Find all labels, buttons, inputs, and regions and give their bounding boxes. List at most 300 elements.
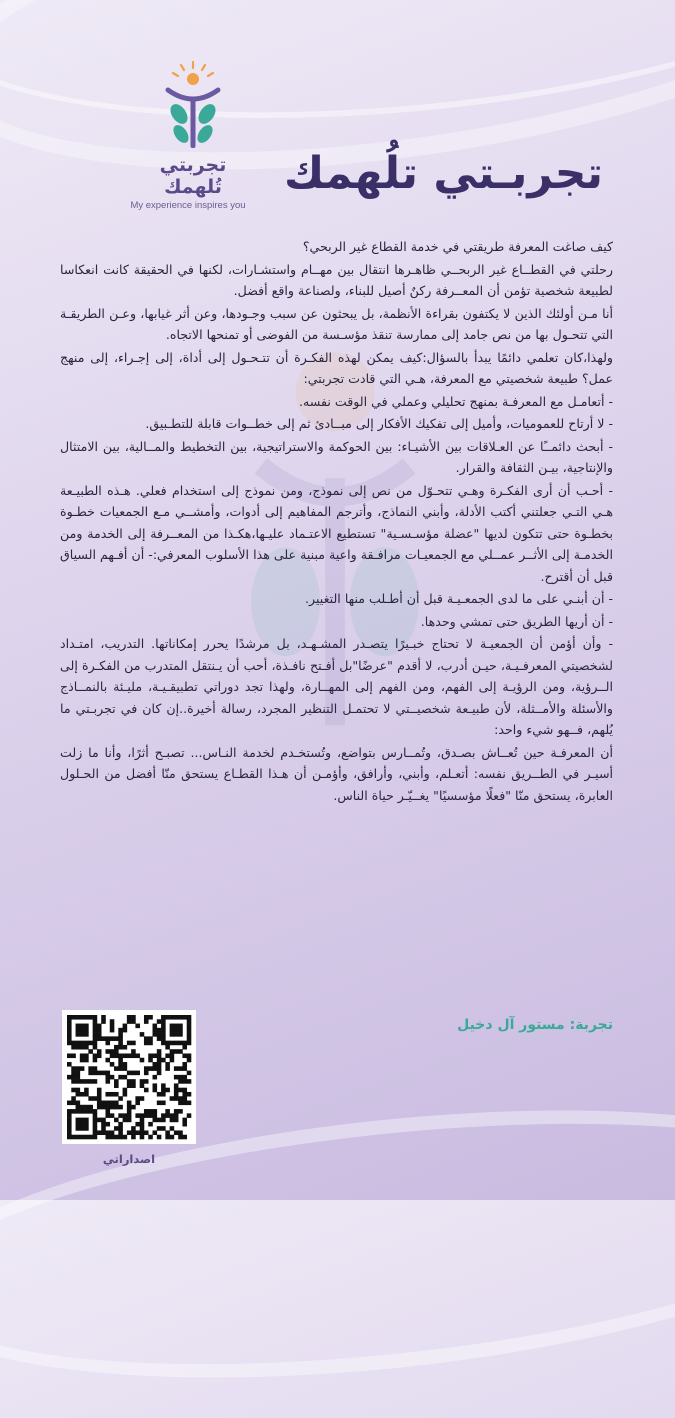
qr-module [187, 1036, 192, 1041]
qr-module [144, 1130, 149, 1135]
qr-module [174, 1118, 179, 1123]
qr-module [140, 1135, 145, 1140]
qr-module [123, 1028, 128, 1033]
qr-module [182, 1118, 187, 1123]
qr-module [97, 1088, 102, 1093]
qr-module [187, 1079, 192, 1084]
qr-module [71, 1135, 76, 1140]
qr-module [153, 1066, 158, 1071]
qr-module [127, 1015, 132, 1020]
qr-module [148, 1066, 153, 1071]
qr-module [131, 1049, 136, 1054]
qr-module [88, 1049, 93, 1054]
qr-module [67, 1130, 72, 1135]
qr-module [88, 1135, 93, 1140]
qr-module [76, 1024, 81, 1029]
qr-module [105, 1109, 110, 1114]
qr-module [93, 1066, 98, 1071]
qr-module [127, 1101, 132, 1106]
qr-module [93, 1015, 98, 1020]
qr-module [93, 1041, 98, 1046]
qr-module [187, 1101, 192, 1106]
qr-module [93, 1118, 98, 1123]
paragraph: - أتعامـل مع المعرفـة بمنهج تحليلي وعملي في الوقت نفسه. [299, 393, 613, 409]
qr-module [105, 1036, 110, 1041]
qr-module [105, 1071, 110, 1076]
qr-module [153, 1109, 158, 1114]
qr-module [80, 1126, 85, 1131]
qr-module [93, 1126, 98, 1131]
qr-module [140, 1058, 145, 1063]
qr-module [67, 1122, 72, 1127]
qr-module [187, 1058, 192, 1063]
qr-module [76, 1041, 81, 1046]
qr-module [157, 1101, 162, 1106]
qr-module [84, 1045, 89, 1050]
qr-module [178, 1109, 183, 1114]
qr-module [161, 1092, 166, 1097]
qr-module [140, 1126, 145, 1131]
qr-module [187, 1053, 192, 1058]
qr-module [97, 1024, 102, 1029]
qr-module [105, 1075, 110, 1080]
qr-module [84, 1032, 89, 1037]
qr-module [84, 1053, 89, 1058]
qr-module [161, 1041, 166, 1046]
qr-module [71, 1045, 76, 1050]
qr-module [170, 1126, 175, 1131]
qr-module [127, 1041, 132, 1046]
qr-module [110, 1019, 115, 1024]
qr-module [110, 1053, 115, 1058]
qr-module [105, 1122, 110, 1127]
qr-module [101, 1130, 106, 1135]
qr-module [157, 1066, 162, 1071]
qr-module [157, 1135, 162, 1140]
qr-module [110, 1062, 115, 1067]
qr-module [110, 1105, 115, 1110]
qr-module [67, 1062, 72, 1067]
qr-module [144, 1109, 149, 1114]
qr-module [161, 1015, 166, 1020]
qr-module [110, 1135, 115, 1140]
qr-module [131, 1083, 136, 1088]
qr-module [93, 1113, 98, 1118]
qr-module [105, 1135, 110, 1140]
qr-module [157, 1028, 162, 1033]
qr-module [114, 1105, 119, 1110]
qr-module [174, 1015, 179, 1020]
qr-caption: اصداراتي [102, 1152, 156, 1166]
qr-module [76, 1075, 81, 1080]
qr-module [178, 1101, 183, 1106]
qr-module [178, 1135, 183, 1140]
qr-module [131, 1126, 136, 1131]
qr-module [110, 1024, 115, 1029]
paragraph: ولهذا،كان تعلمي دائمًا يبدأ بالسؤال:كيف يمكن لهذه الفكـرة أن تتـحـول إلى أداة، إلى إجـراء، إلى منهج عمل؟ طبيعة شخصيتي مع المعرفة، هـي التي قادت تجربتي: [60, 349, 613, 386]
qr-module [67, 1053, 72, 1058]
qr-module [88, 1071, 93, 1076]
paragraph: - أحـب أن أرى الفكـرة وهـي تتحـوّل من نص إلى نموذج، ومن نموذج إلى استخدام فعلي. هـذه الطبيـعة هـي التـي جعلتني أكتب الأدلة، وأبني النماذج، وأترجم المفاهيم إلى أدوات، وأمشــي مـع الجمعيات خطـوة بخطـوة حتى تتكون لديها "عضلة مؤسـسـية" تستطيع الاعتـماد عليـها،هكـذا من المعــرفة إلى الخدمة ومن الخدمـة إلى الأثــر عمــلي مع الجمعيـات مرافـقة واعية مبنية على هذا الأسلوب المعرفي:- أن أفـهم السياق قبل أن أقترح. [60, 482, 613, 584]
qr-module [80, 1045, 85, 1050]
qr-module [178, 1032, 183, 1037]
qr-module [174, 1049, 179, 1054]
qr-module [84, 1118, 89, 1123]
qr-module [135, 1101, 140, 1106]
qr-module [157, 1049, 162, 1054]
qr-module [161, 1083, 166, 1088]
qr-module [118, 1062, 123, 1067]
qr-module [123, 1045, 128, 1050]
qr-module [170, 1135, 175, 1140]
qr-module [182, 1122, 187, 1127]
qr-module [182, 1066, 187, 1071]
qr-module [187, 1032, 192, 1037]
qr-module [97, 1032, 102, 1037]
qr-module [127, 1019, 132, 1024]
qr-module [140, 1130, 145, 1135]
qr-code-icon[interactable] [62, 1010, 196, 1144]
qr-module [76, 1092, 81, 1097]
qr-module [135, 1053, 140, 1058]
qr-module [88, 1066, 93, 1071]
qr-module [144, 1036, 149, 1041]
qr-module [140, 1079, 145, 1084]
paragraph: - أبحث دائمــًا عن العـلاقات بين الأشيـاء: بين الحوكمة والاستراتيجية، بين التخطيط والمــالية، بين الامتثال والإنتاجية، بيـن الثقافة والقرار. [60, 438, 613, 475]
qr-module [101, 1122, 106, 1127]
qr-module [80, 1135, 85, 1140]
paragraph: - أن أبنـي على ما لدى الجمعـيـة قبل أن أطـلب منها التغيير. [305, 591, 613, 606]
qr-module [97, 1053, 102, 1058]
qr-module [67, 1113, 72, 1118]
qr-module [182, 1092, 187, 1097]
qr-module [84, 1024, 89, 1029]
qr-module [131, 1130, 136, 1135]
qr-module [161, 1024, 166, 1029]
qr-module [153, 1028, 158, 1033]
qr-module [76, 1015, 81, 1020]
qr-module [182, 1041, 187, 1046]
qr-module [67, 1126, 72, 1131]
qr-module [161, 1028, 166, 1033]
qr-module [97, 1049, 102, 1054]
qr-module [118, 1053, 123, 1058]
qr-module [174, 1088, 179, 1093]
qr-module [123, 1135, 128, 1140]
qr-module [153, 1088, 158, 1093]
qr-module [161, 1118, 166, 1123]
qr-module [165, 1045, 170, 1050]
qr-module [118, 1041, 123, 1046]
qr-module [178, 1028, 183, 1033]
qr-module [76, 1109, 81, 1114]
brand-logo [128, 60, 258, 211]
qr-module [187, 1028, 192, 1033]
qr-module [93, 1053, 98, 1058]
brand-logo-icon [148, 60, 238, 150]
qr-module [105, 1049, 110, 1054]
qr-module [127, 1071, 132, 1076]
qr-module [187, 1092, 192, 1097]
qr-module [67, 1101, 72, 1106]
qr-module [148, 1122, 153, 1127]
qr-module [114, 1135, 119, 1140]
qr-module [157, 1071, 162, 1076]
article-body [60, 236, 613, 1016]
qr-module [76, 1045, 81, 1050]
qr-module [101, 1118, 106, 1123]
qr-module [153, 1118, 158, 1123]
qr-module [110, 1036, 115, 1041]
qr-module [71, 1053, 76, 1058]
qr-module [170, 1096, 175, 1101]
qr-module [148, 1113, 153, 1118]
qr-module [157, 1032, 162, 1037]
qr-module [67, 1041, 72, 1046]
qr-module [187, 1071, 192, 1076]
qr-module [118, 1130, 123, 1135]
qr-module [80, 1092, 85, 1097]
logo-arabic-text: تجربتي تُلهمك [159, 154, 227, 198]
qr-module [165, 1066, 170, 1071]
qr-module [80, 1109, 85, 1114]
qr-module [105, 1092, 110, 1097]
qr-module [118, 1105, 123, 1110]
qr-module [161, 1019, 166, 1024]
qr-module [80, 1058, 85, 1063]
qr-module [165, 1062, 170, 1067]
qr-module [178, 1041, 183, 1046]
qr-module [101, 1071, 106, 1076]
qr-module [97, 1028, 102, 1033]
qr-module [144, 1079, 149, 1084]
qr-module [170, 1113, 175, 1118]
qr-module [97, 1096, 102, 1101]
qr-module [101, 1036, 106, 1041]
qr-module [105, 1041, 110, 1046]
qr-module [161, 1113, 166, 1118]
qr-module [101, 1105, 106, 1110]
qr-module [76, 1135, 81, 1140]
qr-module [84, 1109, 89, 1114]
qr-module [174, 1130, 179, 1135]
qr-module [114, 1045, 119, 1050]
qr-module [71, 1071, 76, 1076]
qr-module [165, 1109, 170, 1114]
paragraph: أن المعرفـة حين تُعــاش بصـدق، وتُمــارس بتواضع، وتُستخـدم لخدمة النـاس... تصبـح أثرًا، وأنا ما زلت أسيـر في الطــريق نفسه: أتعـلم، وأبني، وأرافق، وأؤمـن أن هـذا القطـاع يستحق منّا أفضل من الحـلول العابرة، يستحق منّا "فعلًا مؤسسيًا" يغــيّـر حياة الناس. [60, 744, 613, 803]
qr-module [123, 1088, 128, 1093]
qr-module [135, 1130, 140, 1135]
qr-module [114, 1092, 119, 1097]
qr-module [165, 1088, 170, 1093]
qr-module [144, 1071, 149, 1076]
qr-module [135, 1122, 140, 1127]
qr-module [76, 1066, 81, 1071]
qr-module [174, 1092, 179, 1097]
qr-module [110, 1092, 115, 1097]
qr-module [135, 1096, 140, 1101]
qr-module [80, 1041, 85, 1046]
qr-module [182, 1075, 187, 1080]
qr-module [118, 1135, 123, 1140]
qr-module [174, 1032, 179, 1037]
qr-module [67, 1036, 72, 1041]
qr-module [97, 1092, 102, 1097]
qr-module [114, 1118, 119, 1123]
qr-module [76, 1101, 81, 1106]
qr-module [118, 1126, 123, 1131]
paragraph: كيف صاغت المعرفة طريقتي في خدمة القطاع غير الربحي؟ [302, 239, 613, 254]
qr-module [165, 1053, 170, 1058]
qr-module [71, 1088, 76, 1093]
qr-module [187, 1015, 192, 1020]
qr-module [144, 1113, 149, 1118]
qr-module [161, 1088, 166, 1093]
paragraph: - لا أرتاح للعموميات، وأميل إلى تفكيك الأفكار إلى مبــادئ ثم إلى خطــوات قابلة للتطـبيق. [145, 416, 613, 431]
qr-module [135, 1024, 140, 1029]
qr-module [148, 1109, 153, 1114]
qr-module [131, 1015, 136, 1020]
qr-module [114, 1079, 119, 1084]
qr-module [93, 1024, 98, 1029]
qr-module [67, 1135, 72, 1140]
qr-module [157, 1036, 162, 1041]
qr-module [165, 1015, 170, 1020]
qr-module [165, 1041, 170, 1046]
qr-module [80, 1032, 85, 1037]
qr-module [114, 1101, 119, 1106]
qr-module [101, 1126, 106, 1131]
qr-module [84, 1135, 89, 1140]
qr-module [131, 1053, 136, 1058]
qr-module [174, 1066, 179, 1071]
qr-module [153, 1075, 158, 1080]
qr-module [148, 1135, 153, 1140]
qr-module [144, 1015, 149, 1020]
qr-module [182, 1015, 187, 1020]
qr-module [67, 1109, 72, 1114]
qr-module [131, 1019, 136, 1024]
qr-module [118, 1122, 123, 1127]
qr-module [174, 1041, 179, 1046]
qr-module [67, 1075, 72, 1080]
qr-module [76, 1122, 81, 1127]
qr-module [123, 1053, 128, 1058]
qr-module [84, 1015, 89, 1020]
qr-module [80, 1024, 85, 1029]
qr-module [84, 1126, 89, 1131]
qr-module [123, 1024, 128, 1029]
qr-module [76, 1105, 81, 1110]
logo-english-text: My experience inspires you [130, 200, 246, 211]
qr-module [178, 1024, 183, 1029]
qr-module [118, 1096, 123, 1101]
qr-module [174, 1109, 179, 1114]
qr-module [131, 1105, 136, 1110]
qr-module [161, 1032, 166, 1037]
qr-module [178, 1049, 183, 1054]
qr-module [127, 1053, 132, 1058]
qr-module [170, 1028, 175, 1033]
qr-module [131, 1135, 136, 1140]
qr-module [67, 1019, 72, 1024]
qr-module [71, 1079, 76, 1084]
qr-module [148, 1058, 153, 1063]
paragraph: - وأن أؤمن أن الجمعيـة لا تحتاج خبـيرًا يتصـدر المشـهـد، بل مرشدًا يحرر إمكاناتها. التدريب، امتـداد لشخصيتي المعرفـيـة، حيـن أدرب، لا أقدم "عرضًا"بل أفـتح نافـذة، أحب أن يـنتقل المتدرب من الفكـرة إلى الــرؤية، ومن الرؤيـة إلى الفهم، ومن الفهم إلى المهــارة، ولهذا تجد دوراتي تطبيقـيـة، مليـئة بالنمــاذج والأسئلة والأمــثلة، لأن طبيـعة شخصيــتي لا تحتمـل التنظير المجرد، رسالة أخيرة..إن كان في تجربـتي ما يُلهم، فــهو شيء واحد: [60, 636, 613, 737]
qr-module [153, 1083, 158, 1088]
qr-module [84, 1028, 89, 1033]
qr-module [170, 1058, 175, 1063]
qr-module [88, 1041, 93, 1046]
qr-module [140, 1122, 145, 1127]
qr-module [153, 1053, 158, 1058]
qr-module [88, 1105, 93, 1110]
page-title: تجربـتي تلُهمك [284, 148, 603, 199]
qr-module [110, 1049, 115, 1054]
qr-module [140, 1032, 145, 1037]
qr-module [93, 1071, 98, 1076]
qr-module [93, 1109, 98, 1114]
qr-module [170, 1032, 175, 1037]
qr-module [127, 1113, 132, 1118]
qr-module [76, 1032, 81, 1037]
qr-module [97, 1036, 102, 1041]
qr-module [157, 1118, 162, 1123]
qr-module [88, 1015, 93, 1020]
qr-module [157, 1062, 162, 1067]
qr-module [118, 1028, 123, 1033]
qr-module [157, 1019, 162, 1024]
qr-module [101, 1101, 106, 1106]
qr-module [110, 1101, 115, 1106]
qr-module [114, 1049, 119, 1054]
qr-module [182, 1096, 187, 1101]
qr-module [170, 1118, 175, 1123]
qr-module [127, 1079, 132, 1084]
qr-module [105, 1113, 110, 1118]
qr-module [97, 1101, 102, 1106]
qr-module [84, 1058, 89, 1063]
qr-module [80, 1118, 85, 1123]
qr-module [88, 1096, 93, 1101]
qr-module [174, 1075, 179, 1080]
qr-module [76, 1126, 81, 1131]
qr-module [127, 1083, 132, 1088]
qr-module [148, 1053, 153, 1058]
qr-module [127, 1130, 132, 1135]
qr-module [93, 1096, 98, 1101]
qr-module [110, 1075, 115, 1080]
qr-module [97, 1118, 102, 1123]
qr-module [71, 1075, 76, 1080]
qr-module [135, 1071, 140, 1076]
qr-module [80, 1122, 85, 1127]
qr-module [161, 1036, 166, 1041]
qr-module [76, 1028, 81, 1033]
qr-module [88, 1079, 93, 1084]
qr-module [118, 1075, 123, 1080]
qr-module [174, 1113, 179, 1118]
qr-module [110, 1113, 115, 1118]
qr-module [118, 1058, 123, 1063]
qr-module [148, 1036, 153, 1041]
author-signature: تجربة: مستور آل دخيل [457, 1017, 613, 1033]
qr-module [80, 1079, 85, 1084]
qr-module [153, 1062, 158, 1067]
qr-module [135, 1113, 140, 1118]
qr-module [161, 1126, 166, 1131]
qr-module [84, 1041, 89, 1046]
